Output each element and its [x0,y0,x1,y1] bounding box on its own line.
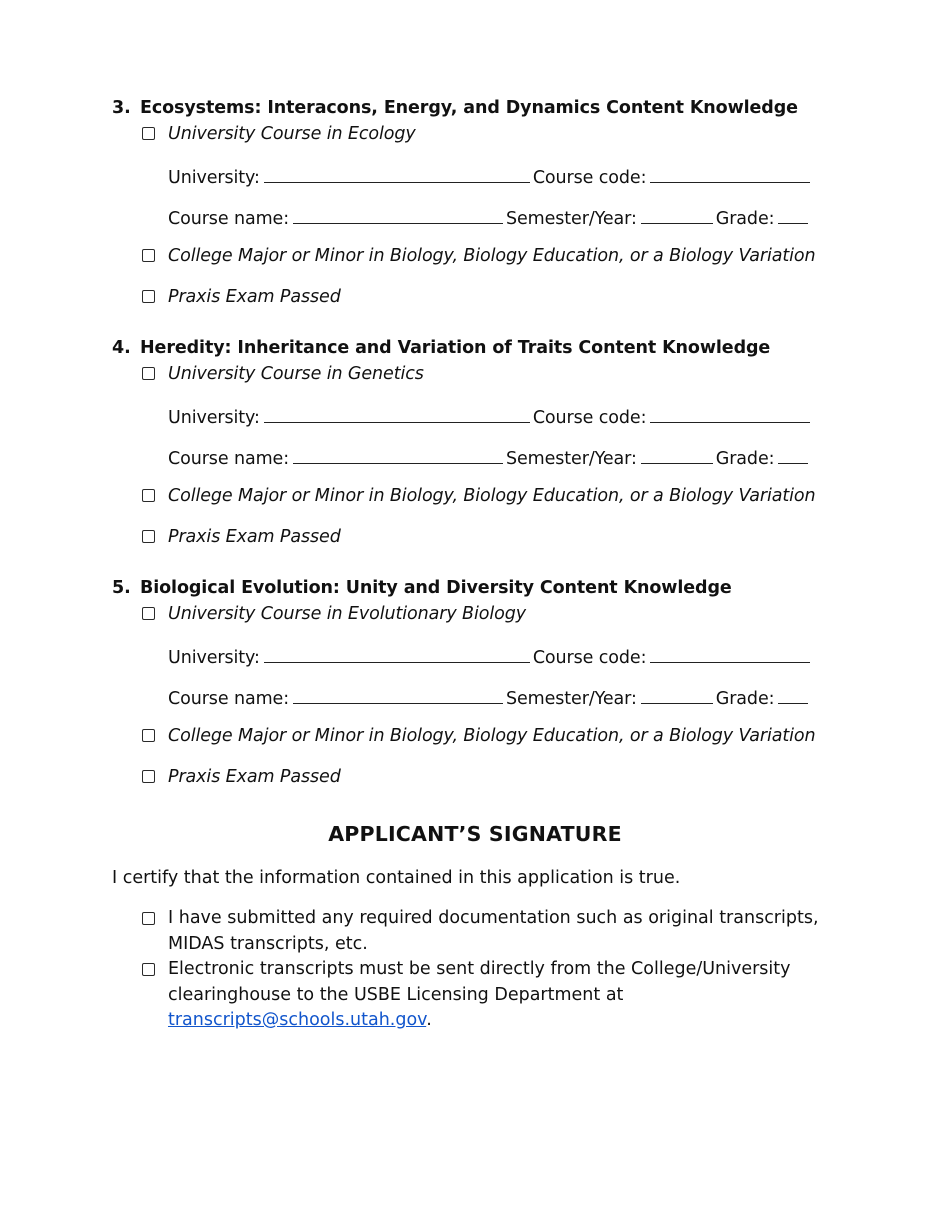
ack-transcripts-body: Electronic transcripts must be sent directly from the College/University clearinghouse to the USBE Licensing Department at [168,959,791,1005]
course-name-input[interactable] [293,445,503,464]
section-title [112,578,732,598]
semester-year-label: Semester/Year: [505,689,637,709]
ack-transcripts-checkbox[interactable] [142,963,155,976]
grade-label: Grade: [715,449,775,469]
course-option-label: University Course in Evolutionary Biology [168,604,526,624]
course-name-row [0,685,950,709]
praxis-option-checkbox[interactable] [142,770,155,783]
transcripts-email-link[interactable]: transcripts@schools.utah.gov [168,1010,427,1030]
course-option-label: University Course in Genetics [168,364,424,384]
grade-label: Grade: [715,689,775,709]
course-code-input[interactable] [650,164,810,183]
course-option-checkbox[interactable] [142,607,155,620]
course-name-label: Course name: [168,209,289,229]
course-option-checkbox[interactable] [142,127,155,140]
course-option-row [0,604,950,628]
semester-year-label: Semester/Year: [505,209,637,229]
semester-year-input[interactable] [641,205,713,224]
major-option-label: College Major or Minor in Biology, Biology Education, or a Biology Variation [168,246,816,266]
university-row [0,164,950,188]
course-name-row [0,445,950,469]
grade-input[interactable] [778,685,808,704]
course-name-label: Course name: [168,689,289,709]
course-name-row [0,205,950,229]
section-number: 3. [112,98,131,118]
university-label: University: [168,408,260,428]
grade-input[interactable] [778,445,808,464]
university-row [0,644,950,668]
course-code-label: Course code: [532,408,647,428]
major-option-checkbox[interactable] [142,729,155,742]
praxis-option-label: Praxis Exam Passed [168,287,341,307]
university-label: University: [168,168,260,188]
major-option-label: College Major or Minor in Biology, Biology Education, or a Biology Variation [168,726,816,746]
praxis-option-row [0,527,950,551]
course-code-label: Course code: [532,648,647,668]
major-option-row [0,486,950,510]
course-code-input[interactable] [650,644,810,663]
university-row [0,404,950,428]
major-option-row [0,726,950,750]
major-option-checkbox[interactable] [142,489,155,502]
major-option-row [0,246,950,270]
university-label: University: [168,648,260,668]
ack-transcripts-period: . [426,1010,432,1030]
ack-documentation-text: I have submitted any required documentation such as original transcripts, MIDAS transcripts, etc. [168,908,819,954]
course-name-input[interactable] [293,685,503,704]
course-option-checkbox[interactable] [142,367,155,380]
section-title-text: Heredity: Inheritance and Variation of Traits Content Knowledge [140,338,771,358]
grade-input[interactable] [778,205,808,224]
semester-year-input[interactable] [641,685,713,704]
course-code-label: Course code: [532,168,647,188]
praxis-option-checkbox[interactable] [142,290,155,303]
semester-year-label: Semester/Year: [505,449,637,469]
major-option-checkbox[interactable] [142,249,155,262]
section-number: 5. [112,578,131,598]
course-option-row [0,364,950,388]
course-name-input[interactable] [293,205,503,224]
ack-documentation-checkbox[interactable] [142,912,155,925]
signature-heading: APPLICANT’S SIGNATURE [328,822,622,846]
section-title-text: Biological Evolution: Unity and Diversity Content Knowledge [140,578,732,598]
certify-statement: I certify that the information contained in this application is true. [112,868,681,888]
course-code-input[interactable] [650,404,810,423]
course-option-row [0,124,950,148]
praxis-option-label: Praxis Exam Passed [168,767,341,787]
ack-transcripts-text [168,957,828,1034]
semester-year-input[interactable] [641,445,713,464]
university-input[interactable] [264,404,530,423]
university-input[interactable] [264,164,530,183]
praxis-option-row [0,767,950,791]
university-input[interactable] [264,644,530,663]
section-title-text: Ecosystems: Interacons, Energy, and Dynamics Content Knowledge [140,98,798,118]
section-number: 4. [112,338,131,358]
major-option-label: College Major or Minor in Biology, Biology Education, or a Biology Variation [168,486,816,506]
praxis-option-label: Praxis Exam Passed [168,527,341,547]
section-title [112,338,770,358]
praxis-option-checkbox[interactable] [142,530,155,543]
course-option-label: University Course in Ecology [168,124,416,144]
section-title [112,98,798,118]
praxis-option-row [0,287,950,311]
course-name-label: Course name: [168,449,289,469]
grade-label: Grade: [715,209,775,229]
